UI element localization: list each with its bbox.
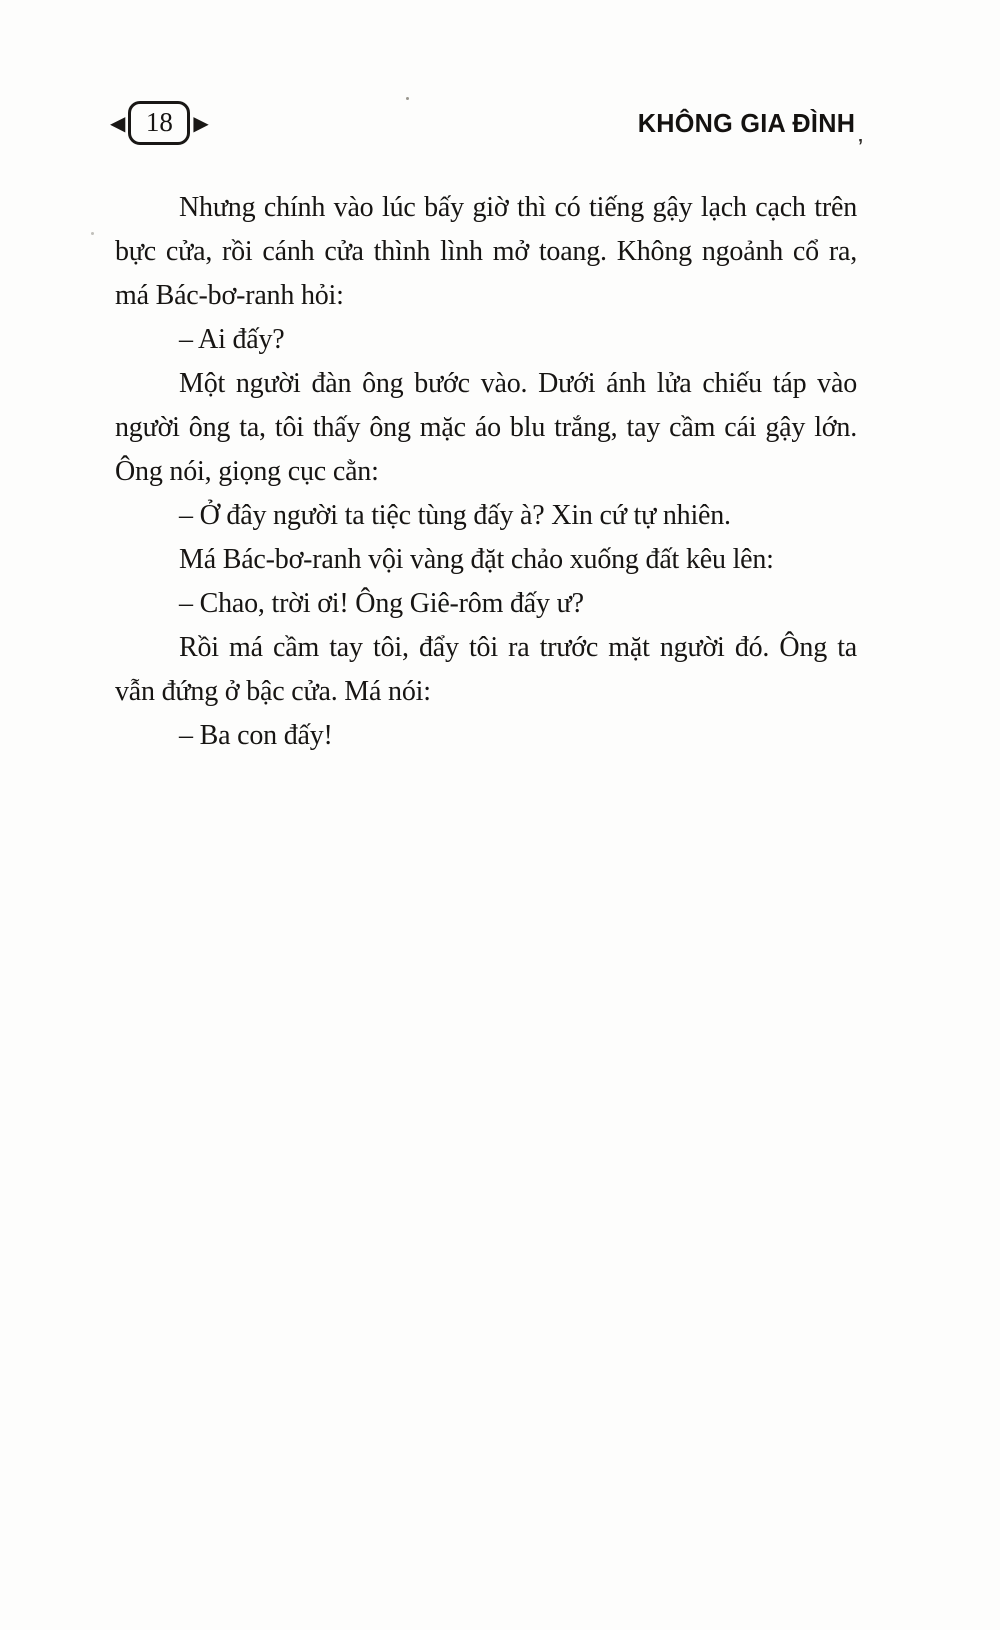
paragraph-dialogue: – Ở đây người ta tiệc tùng đấy à? Xin cứ tự nhiên. <box>179 500 731 531</box>
paragraph-narration: Rồi má cầm tay tôi, đẩy tôi ra trước mặt người đó. Ông ta vẫn đứng ở bậc cửa. Má nói: <box>115 632 857 707</box>
scan-speck <box>406 97 409 100</box>
page-number: 18 <box>128 101 190 145</box>
page-number-badge <box>110 101 209 145</box>
page-header <box>110 100 855 146</box>
paragraph-narration: Nhưng chính vào lúc bấy giờ thì có tiếng gậy lạch cạch trên bực cửa, rồi cánh cửa thình lình mở toang. Không ngoảnh cổ ra, má Bác-bơ-ranh hỏi: <box>115 192 857 311</box>
paragraph-narration: Một người đàn ông bước vào. Dưới ánh lửa chiếu táp vào người ông ta, tôi thấy ông mặc áo blu trắng, tay cầm cái gậy lớn. Ông nói, giọng cục cằn: <box>115 368 857 487</box>
right-triangle-icon: ▶ <box>193 111 209 135</box>
body-text <box>115 186 857 758</box>
scan-speck <box>91 232 94 235</box>
paragraph-narration: Má Bác-bơ-ranh vội vàng đặt chảo xuống đất kêu lên: <box>179 544 774 575</box>
left-triangle-icon: ◀ <box>110 111 126 135</box>
paragraph-dialogue: – Chao, trời ơi! Ông Giê-rôm đấy ư? <box>179 588 584 619</box>
running-title: KHÔNG GIA ĐÌNH <box>637 107 855 138</box>
paragraph-dialogue: – Ba con đấy! <box>179 720 333 751</box>
paragraph-dialogue: – Ai đấy? <box>179 324 285 355</box>
scan-artifact-mark: ’ <box>858 136 864 156</box>
